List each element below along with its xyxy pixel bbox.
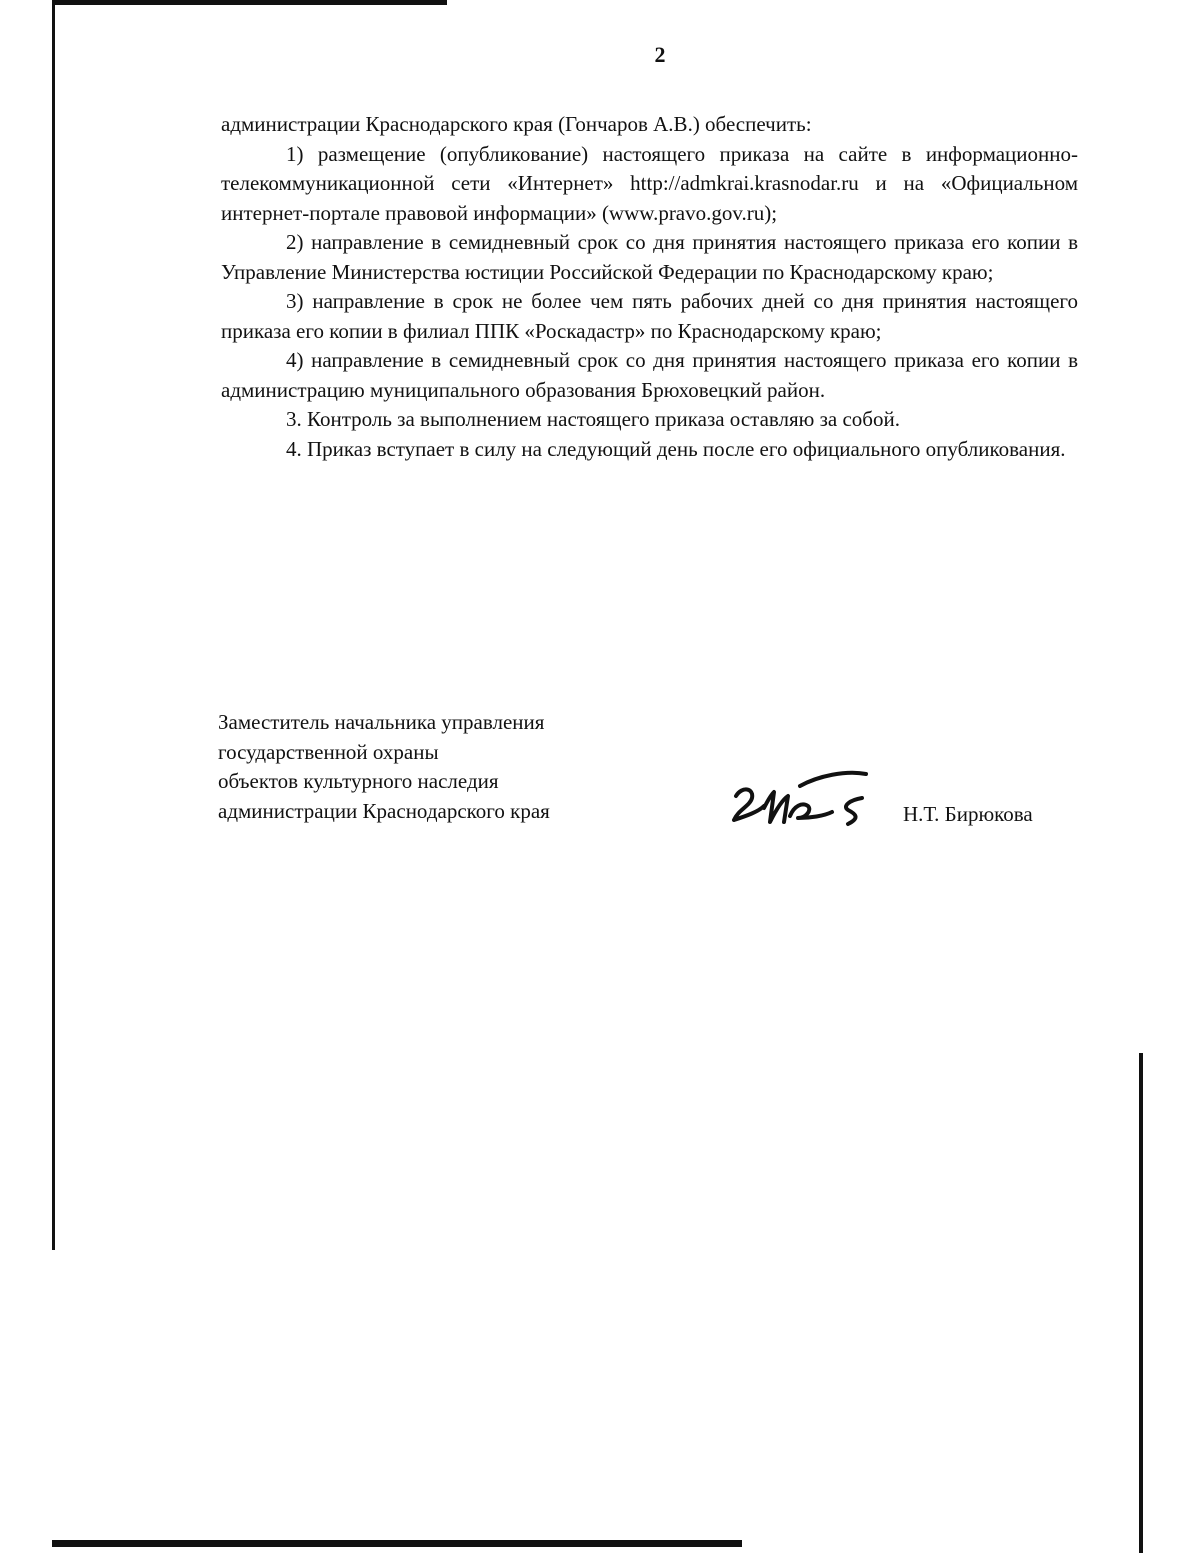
paragraph-clause-3: 3. Контроль за выполнением настоящего приказа оставляю за собой. bbox=[286, 407, 900, 431]
paragraph-item-1: 1) размещение (опубликование) настоящего приказа на сайте в информационно-телекоммуникационной сети «Интернет» http://admkrai.krasnodar.ru и на «Официальном интернет-портале правовой информации» (www.pravo.gov.ru); bbox=[221, 141, 1078, 225]
paragraph-clause-4: 4. Приказ вступает в силу на следующий день после его официального опубликования. bbox=[286, 436, 1066, 461]
scan-edge-left bbox=[52, 0, 55, 1250]
paragraph-item-3: 3) направление в срок не более чем пять рабочих дней со дня принятия настоящего приказа его копии в филиал ППК «Роскадастр» по Краснодарскому краю; bbox=[221, 289, 1078, 343]
signatory-position-line: объектов культурного наследия bbox=[218, 769, 499, 793]
signatory-position-line: государственной охраны bbox=[218, 739, 439, 764]
handwritten-signature bbox=[728, 762, 888, 834]
signatory-position-line: Заместитель начальника управления bbox=[218, 710, 545, 734]
page-number: 2 bbox=[654, 42, 666, 67]
paragraph-item-4: 4) направление в семидневный срок со дня принятия настоящего приказа его копии в администрацию муниципального образования Брюховецкий район. bbox=[221, 348, 1078, 402]
paragraph-continuation: администрации Краснодарского края (Гончаров А.В.) обеспечить: bbox=[221, 112, 812, 136]
document-body bbox=[221, 110, 1078, 464]
scan-edge-top bbox=[52, 0, 447, 5]
scan-edge-bottom bbox=[52, 1540, 742, 1547]
scan-edge-right bbox=[1139, 1053, 1143, 1553]
signer-name: Н.Т. Бирюкова bbox=[903, 802, 1033, 826]
paragraph-item-2: 2) направление в семидневный срок со дня принятия настоящего приказа его копии в Управление Министерства юстиции Российской Федерации по Краснодарскому краю; bbox=[221, 230, 1078, 284]
signatory-position-line: администрации Краснодарского края bbox=[218, 798, 550, 823]
signatory-position bbox=[218, 708, 550, 826]
